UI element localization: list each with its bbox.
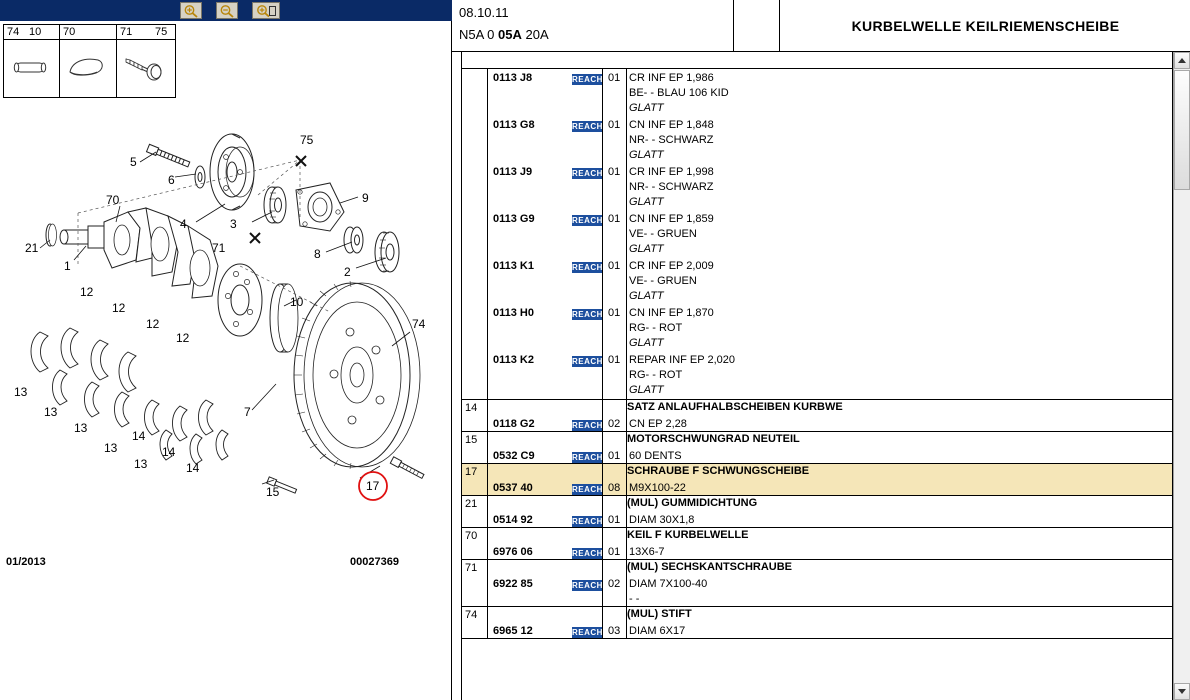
- quantity: 01: [608, 514, 621, 526]
- svg-text:13: 13: [14, 385, 28, 399]
- diagram-toolbar: [0, 0, 452, 21]
- parts-group[interactable]: [462, 432, 1172, 464]
- parts-group[interactable]: [462, 607, 1172, 639]
- parts-group[interactable]: [462, 560, 1172, 607]
- part-description-line: CR INF EP 2,009: [629, 260, 714, 272]
- header-ref-bold: 05A: [498, 27, 522, 42]
- legend-part-pin: [8, 52, 56, 82]
- header-date: 08.10.11: [459, 5, 509, 20]
- group-title: KEIL F KURBELWELLE: [627, 529, 749, 541]
- header-ref-prefix: N5A 0: [459, 27, 499, 42]
- part-description-line: GLATT: [629, 196, 664, 208]
- table-row[interactable]: [462, 623, 1172, 638]
- table-row[interactable]: [462, 117, 1172, 162]
- svg-text:21: 21: [25, 241, 39, 255]
- svg-text:12: 12: [112, 301, 126, 315]
- parts-list-pane: [452, 0, 1190, 700]
- part-description-line: DIAM 7X100-40: [629, 578, 708, 590]
- parts-group[interactable]: [462, 464, 1172, 496]
- part-description-line: CN INF EP 1,859: [629, 213, 714, 225]
- group-title: SATZ ANLAUFHALBSCHEIBEN KURBWE: [627, 401, 843, 413]
- svg-text:4: 4: [180, 217, 187, 231]
- part-description-line: REPAR INF EP 2,020: [629, 354, 735, 366]
- quantity: 01: [608, 307, 621, 319]
- exploded-diagram[interactable]: [0, 100, 452, 600]
- svg-text:14: 14: [162, 445, 176, 459]
- page-title: KURBELWELLE KEILRIEMENSCHEIBE: [851, 17, 1120, 34]
- group-index: 17: [462, 464, 488, 495]
- reach-badge: REACH: [572, 453, 603, 462]
- part-description-line: M9X100-22: [629, 482, 686, 494]
- reach-badge: REACH: [572, 421, 603, 430]
- svg-text:75: 75: [300, 133, 314, 147]
- group-index: 15: [462, 432, 488, 463]
- zoom-out-icon[interactable]: [216, 2, 238, 19]
- svg-text:1: 1: [64, 259, 71, 273]
- legend-cell-0: 74: [7, 26, 20, 38]
- part-reference: 6976 06: [493, 546, 533, 558]
- zoom-fit-icon[interactable]: [252, 2, 280, 19]
- quantity: 01: [608, 119, 621, 131]
- group-index: 71: [462, 560, 488, 606]
- table-row[interactable]: [462, 544, 1172, 559]
- reach-badge: REACH: [572, 169, 603, 178]
- svg-text:74: 74: [412, 317, 426, 331]
- svg-text:15: 15: [266, 485, 280, 499]
- table-row[interactable]: [462, 70, 1172, 115]
- legend-part-key: [64, 50, 112, 84]
- table-row[interactable]: [462, 416, 1172, 431]
- svg-text:3: 3: [230, 217, 237, 231]
- part-description-line: 60 DENTS: [629, 450, 682, 462]
- table-row[interactable]: [462, 512, 1172, 527]
- group-title: MOTORSCHWUNGRAD NEUTEIL: [627, 433, 800, 445]
- table-row[interactable]: [462, 480, 1172, 495]
- quantity: 01: [608, 166, 621, 178]
- group-title: (MUL) STIFT: [627, 608, 692, 620]
- group-title: (MUL) SECHSKANTSCHRAUBE: [627, 561, 792, 573]
- svg-text:13: 13: [74, 421, 88, 435]
- group-title: SCHRAUBE F SCHWUNGSCHEIBE: [627, 465, 810, 477]
- parts-group[interactable]: [462, 496, 1172, 528]
- header-spacer: [735, 0, 780, 51]
- part-reference: 0113 J8: [493, 72, 533, 84]
- reach-badge: REACH: [572, 628, 603, 637]
- svg-text:12: 12: [80, 285, 94, 299]
- part-description-line: CN INF EP 1,848: [629, 119, 714, 131]
- legend-box: [3, 24, 176, 98]
- legend-cell-4: 75: [155, 26, 168, 38]
- quantity: 02: [608, 578, 621, 590]
- part-description-line: VE- - GRUEN: [629, 275, 697, 287]
- quantity: 03: [608, 625, 621, 637]
- legend-header: [4, 25, 175, 40]
- reach-badge: REACH: [572, 310, 603, 319]
- quantity: 01: [608, 213, 621, 225]
- part-description-line: BE- - BLAU 106 KID: [629, 87, 729, 99]
- part-reference: 0532 C9: [493, 450, 535, 462]
- parts-rows: [462, 69, 1172, 639]
- part-description-line: VE- - GRUEN: [629, 228, 697, 240]
- reach-badge: REACH: [572, 75, 603, 84]
- legend-cell-1: 10: [29, 26, 42, 38]
- svg-text:5: 5: [130, 155, 137, 169]
- quantity: 01: [608, 354, 621, 366]
- group-index: 21: [462, 496, 488, 527]
- part-reference: 0113 G8: [493, 119, 535, 131]
- part-description-line: DIAM 6X17: [629, 625, 686, 637]
- parts-table[interactable]: [461, 52, 1173, 700]
- svg-text:71: 71: [212, 241, 226, 255]
- group-index: 14: [462, 400, 488, 431]
- svg-text:14: 14: [186, 461, 200, 475]
- reach-badge: REACH: [572, 517, 603, 526]
- table-row[interactable]: [462, 576, 1172, 606]
- svg-text:12: 12: [146, 317, 160, 331]
- quantity: 01: [608, 546, 621, 558]
- part-description-line: GLATT: [629, 290, 664, 302]
- parts-group[interactable]: [462, 528, 1172, 560]
- parts-header: [452, 0, 1190, 52]
- part-description-line: NR- - SCHWARZ: [629, 134, 714, 146]
- part-description-line: CN EP 2,28: [629, 418, 687, 430]
- svg-text:13: 13: [134, 457, 148, 471]
- part-reference: 6965 12: [493, 625, 533, 637]
- part-reference: 0113 K1: [493, 260, 534, 272]
- svg-text:70: 70: [106, 193, 120, 207]
- part-reference: 0118 G2: [493, 418, 535, 430]
- svg-text:2: 2: [344, 265, 351, 279]
- parts-group[interactable]: [462, 400, 1172, 432]
- reach-badge: REACH: [572, 357, 603, 366]
- reach-badge: REACH: [572, 549, 603, 558]
- part-description-line: - -: [629, 593, 640, 605]
- part-description-line: GLATT: [629, 149, 664, 161]
- header-ref-suffix: 20A: [521, 27, 549, 42]
- table-row[interactable]: [462, 448, 1172, 463]
- quantity: 01: [608, 450, 621, 462]
- quantity: 01: [608, 72, 621, 84]
- table-row[interactable]: [462, 164, 1172, 209]
- legend-cell-2: 70: [63, 26, 76, 38]
- svg-text:12: 12: [176, 331, 190, 345]
- part-description-line: CR INF EP 1,986: [629, 72, 714, 84]
- reach-badge: REACH: [572, 122, 603, 131]
- diagram-date: 01/2013: [6, 556, 46, 568]
- parts-table-region: [452, 52, 1190, 700]
- reach-badge: REACH: [572, 581, 603, 590]
- part-reference: 6922 85: [493, 578, 533, 590]
- part-reference: 0113 J9: [493, 166, 533, 178]
- svg-text:10: 10: [290, 295, 304, 309]
- quantity: 08: [608, 482, 621, 494]
- table-row[interactable]: [462, 352, 1172, 397]
- zoom-in-icon[interactable]: [180, 2, 202, 19]
- header-left-block: [452, 0, 734, 51]
- svg-text:13: 13: [104, 441, 118, 455]
- part-description-line: GLATT: [629, 102, 664, 114]
- legend-part-bolt: [120, 48, 172, 88]
- svg-text:9: 9: [362, 191, 369, 205]
- table-row[interactable]: [462, 258, 1172, 303]
- part-description-line: GLATT: [629, 243, 664, 255]
- reach-badge: REACH: [572, 263, 603, 272]
- quantity: 01: [608, 260, 621, 272]
- part-reference: 0113 H0: [493, 307, 534, 319]
- table-row[interactable]: [462, 305, 1172, 350]
- diagram-id: 00027369: [350, 556, 399, 568]
- parts-group[interactable]: [462, 69, 1172, 400]
- table-row[interactable]: [462, 211, 1172, 256]
- svg-text:13: 13: [44, 405, 58, 419]
- part-description-line: CN INF EP 1,870: [629, 307, 714, 319]
- header-reference: [459, 26, 733, 43]
- group-index: 70: [462, 528, 488, 559]
- part-description-line: RG- - ROT: [629, 322, 683, 334]
- part-description-line: NR- - SCHWARZ: [629, 181, 714, 193]
- part-description-line: GLATT: [629, 337, 664, 349]
- legend-body: [4, 40, 175, 98]
- part-reference: 0113 G9: [493, 213, 535, 225]
- group-index: 74: [462, 607, 488, 638]
- scrollbar-thumb[interactable]: [1174, 70, 1190, 190]
- group-title: (MUL) GUMMIDICHTUNG: [627, 497, 758, 509]
- svg-text:14: 14: [132, 429, 146, 443]
- part-description-line: DIAM 30X1,8: [629, 514, 695, 526]
- reach-badge: REACH: [572, 485, 603, 494]
- diagram-pane: [0, 0, 452, 700]
- part-reference: 0514 92: [493, 514, 533, 526]
- quantity: 02: [608, 418, 621, 430]
- part-description-line: CR INF EP 1,998: [629, 166, 714, 178]
- arrow-down-icon[interactable]: [1174, 683, 1190, 700]
- svg-text:17: 17: [366, 479, 380, 493]
- part-description-line: 13X6-7: [629, 546, 665, 558]
- svg-text:8: 8: [314, 247, 321, 261]
- part-reference: 0537 40: [493, 482, 533, 494]
- svg-text:6: 6: [168, 173, 175, 187]
- part-reference: 0113 K2: [493, 354, 534, 366]
- reach-badge: REACH: [572, 216, 603, 225]
- vertical-scrollbar[interactable]: [1173, 52, 1190, 700]
- part-description-line: GLATT: [629, 384, 664, 396]
- arrow-up-icon[interactable]: [1174, 52, 1190, 69]
- legend-cell-3: 71: [120, 26, 133, 38]
- part-description-line: RG- - ROT: [629, 369, 683, 381]
- svg-text:7: 7: [244, 405, 251, 419]
